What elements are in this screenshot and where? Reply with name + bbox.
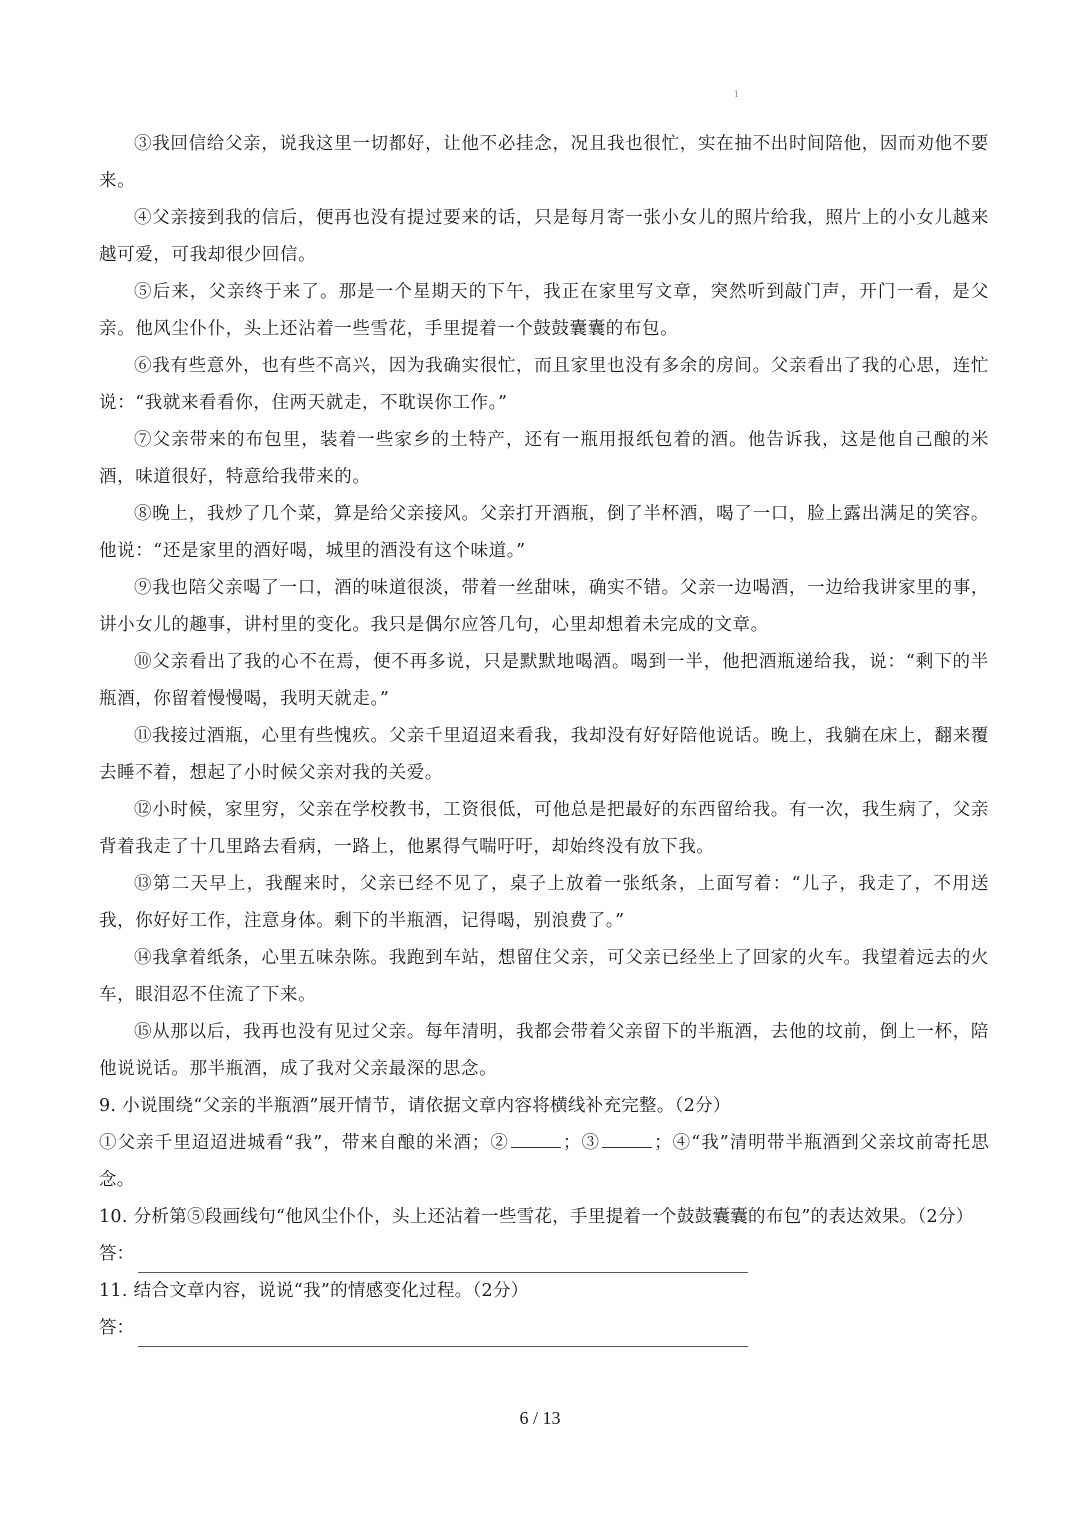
paragraph-3: ③我回信给父亲，说我这里一切都好，让他不必挂念，况且我也很忙，实在抽不出时间陪他，因而劝他不要来。 bbox=[99, 134, 989, 191]
paragraph-7: ⑦父亲带来的布包里，装着一些家乡的土特产，还有一瓶用报纸包着的酒。他告诉我，这是他自己酿的米酒，味道很好，特意给我带来的。 bbox=[99, 430, 989, 487]
paragraph-12: ⑫小时候，家里穷，父亲在学校教书，工资很低，可他总是把最好的东西留给我。有一次，我生病了，父亲背着我走了十几里路去看病，一路上，他累得气喘吁吁，却始终没有放下我。 bbox=[99, 800, 989, 857]
paragraph-9: ⑨我也陪父亲喝了一口，酒的味道很淡，带着一丝甜味，确实不错。父亲一边喝酒，一边给我讲家里的事，讲小女儿的趣事，讲村里的变化。我只是偶尔应答几句，心里却想着未完成的文章。 bbox=[99, 578, 989, 635]
page-number: 6 / 13 bbox=[519, 1408, 561, 1428]
question-11-answer-line[interactable] bbox=[138, 1319, 748, 1347]
paragraph-4: ④父亲接到我的信后，便再也没有提过要来的话，只是每月寄一张小女儿的照片给我，照片上的小女儿越来越可爱，可我却很少回信。 bbox=[99, 208, 989, 265]
answer-blank-2[interactable] bbox=[511, 1125, 561, 1148]
question-9-body bbox=[99, 1125, 989, 1199]
paragraph-13: ⑬第二天早上，我醒来时，父亲已经不见了，桌子上放着一张纸条，上面写着：“儿子，我走了，不用送我，你好好工作，注意身体。剩下的半瓶酒，记得喝，别浪费了。” bbox=[99, 874, 989, 931]
question-11-answer-row bbox=[99, 1310, 989, 1347]
question-9-part2: ；④“我”清明带半瓶酒到父亲坟前寄托思念。 bbox=[99, 1133, 989, 1190]
paragraph-5: ⑤后来，父亲终于来了。那是一个星期天的下午，我正在家里写文章，突然听到敲门声，开门一看，是父亲。他风尘仆仆，头上还沾着一些雪花，手里提着一个鼓鼓囊囊的布包。 bbox=[99, 282, 989, 339]
question-11-stem: 11. 结合文章内容，说说“我”的情感变化过程。（2分） bbox=[99, 1281, 529, 1301]
question-9-stem: 9. 小说围绕“父亲的半瓶酒”展开情节，请依据文章内容将横线补充完整。（2分） bbox=[99, 1096, 731, 1116]
paragraph-10: ⑩父亲看出了我的心不在焉，便不再多说，只是默默地喝酒。喝到一半，他把酒瓶递给我，说：“剩下的半瓶酒，你留着慢慢喝，我明天就走。” bbox=[99, 652, 989, 709]
question-10-stem: 10. 分析第⑤段画线句“他风尘仆仆，头上还沾着一些雪花，手里提着一个鼓鼓囊囊的布包”的表达效果。（2分） bbox=[99, 1207, 974, 1227]
paragraph-15: ⑮从那以后，我再也没有见过父亲。每年清明，我都会带着父亲留下的半瓶酒，去他的坟前，倒上一杯，陪他说说话。那半瓶酒，成了我对父亲最深的思念。 bbox=[99, 1022, 989, 1079]
answer-label: 答： bbox=[99, 1318, 134, 1338]
question-10-answer-row bbox=[99, 1236, 989, 1273]
article-content bbox=[99, 126, 989, 1347]
question-9-part1: ①父亲千里迢迢进城看“我”，带来自酿的米酒；② bbox=[99, 1133, 509, 1153]
paragraph-8: ⑧晚上，我炒了几个菜，算是给父亲接风。父亲打开酒瓶，倒了半杯酒，喝了一口，脸上露出满足的笑容。他说：“还是家里的酒好喝，城里的酒没有这个味道。” bbox=[99, 504, 989, 561]
paragraph-11: ⑪我接过酒瓶，心里有些愧疚。父亲千里迢迢来看我，我却没有好好陪他说话。晚上，我躺在床上，翻来覆去睡不着，想起了小时候父亲对我的关爱。 bbox=[99, 726, 989, 783]
header-mark: 1 bbox=[734, 90, 740, 99]
paragraph-14: ⑭我拿着纸条，心里五味杂陈。我跑到车站，想留住父亲，可父亲已经坐上了回家的火车。我望着远去的火车，眼泪忍不住流了下来。 bbox=[99, 948, 989, 1005]
question-10-answer-line[interactable] bbox=[138, 1245, 748, 1273]
answer-blank-3[interactable] bbox=[602, 1125, 652, 1148]
answer-label: 答： bbox=[99, 1244, 134, 1264]
paragraph-6: ⑥我有些意外，也有些不高兴，因为我确实很忙，而且家里也没有多余的房间。父亲看出了我的心思，连忙说：“我就来看看你，住两天就走，不耽误你工作。” bbox=[99, 356, 989, 413]
question-9-sep: ；③ bbox=[562, 1133, 601, 1153]
